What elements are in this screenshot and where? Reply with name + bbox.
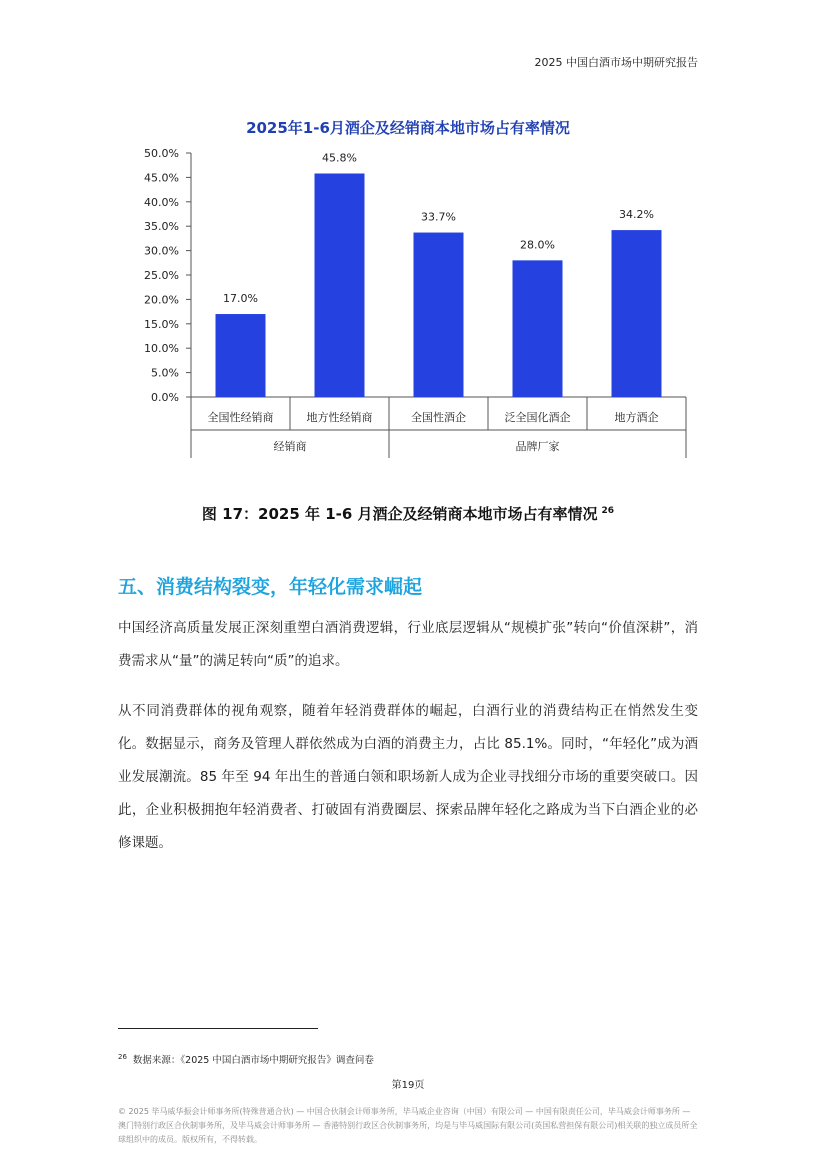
y-tick-label: 30.0% [144,244,179,258]
report-header-title: 2025 中国白酒市场中期研究报告 [534,56,698,69]
bar-4 [513,260,563,397]
section-heading: 五、消费结构裂变，年轻化需求崛起 [118,576,423,598]
bar-3 [414,233,464,397]
y-tick-label: 45.0% [144,171,179,185]
figure-footnote-ref[interactable]: 26 [601,506,615,516]
footnote-text: 数据来源：《2025 中国白酒市场中期研究报告》调查问卷 [132,1055,374,1066]
bar-1 [216,314,266,397]
bar-chart [0,100,816,470]
footnote-divider [118,1028,318,1029]
y-tick-label: 40.0% [144,195,179,209]
bar-data-label: 28.0% [520,238,555,252]
bar-5 [612,230,662,397]
figure-caption [0,503,816,524]
bar-data-label: 34.2% [619,208,654,222]
y-tick-label: 15.0% [144,317,179,331]
x-category-label: 地方酒企 [614,411,659,424]
copyright-notice: © 2025 毕马威华振会计师事务所(特殊普通合伙) — 中国合伙制会计师事务所，毕马威企业咨询（中国）有限公司 — 中国有限责任公司，毕马威会计师事务所 — 澳门特别行政区合伙制事务所，及毕马威会计师事务所 — 香港特别行政区合伙制事务所，均是与毕马威国际有限公司(英国私营担保有限公司)相关联的独立成员所全球组织中的成员。版权所有，不得转载。 [118,1107,698,1144]
x-category-label: 全国性酒企 [411,411,466,424]
chart-title: 2025年1-6月酒企及经销商本地市场占有率情况 [246,119,570,137]
y-tick-label: 50.0% [144,147,179,160]
y-tick-label: 35.0% [144,220,179,234]
y-tick-label: 25.0% [144,269,179,282]
page-number: 第19页 [391,1080,425,1091]
x-category-label: 地方性经销商 [306,411,373,424]
y-tick-label: 5.0% [151,366,179,380]
bar-2 [315,173,365,397]
figure-caption-text: 图 17：2025 年 1-6 月酒企及经销商本地市场占有率情况 [201,505,598,523]
y-tick-label: 10.0% [144,342,179,356]
footnote-number: 26 [118,1052,127,1061]
y-tick-label: 0.0% [151,391,179,404]
x-category-label: 全国性经销商 [207,411,274,424]
footnote [118,1052,374,1066]
x-group-label: 品牌厂家 [515,440,560,453]
body-paragraph: 从不同消费群体的视角观察，随着年轻消费群体的崛起，白酒行业的消费结构正在悄然发生变化。数据显示，商务及管理人群依然成为白酒的消费主力，占比 85.1%。同时，“年轻化”成为酒业发展潮流。85 年至 94 年出生的普通白领和职场新人成为企业寻找细分市场的重要突破口。因此，企业积极拥抱年轻消费者、打破固有消费圈层、探索品牌年轻化之路成为当下白酒企业的必修课题。 [118,703,698,851]
bar-data-label: 33.7% [421,210,456,224]
x-group-label: 经销商 [273,440,307,453]
body-paragraph: 中国经济高质量发展正深刻重塑白酒消费逻辑，行业底层逻辑从“规模扩张”转向“价值深耕”，消费需求从“量”的满足转向“质”的追求。 [118,620,698,669]
bar-data-label: 45.8% [322,151,357,165]
bar-data-label: 17.0% [223,292,258,306]
x-category-label: 泛全国化酒企 [504,411,571,424]
y-tick-label: 20.0% [144,293,179,307]
